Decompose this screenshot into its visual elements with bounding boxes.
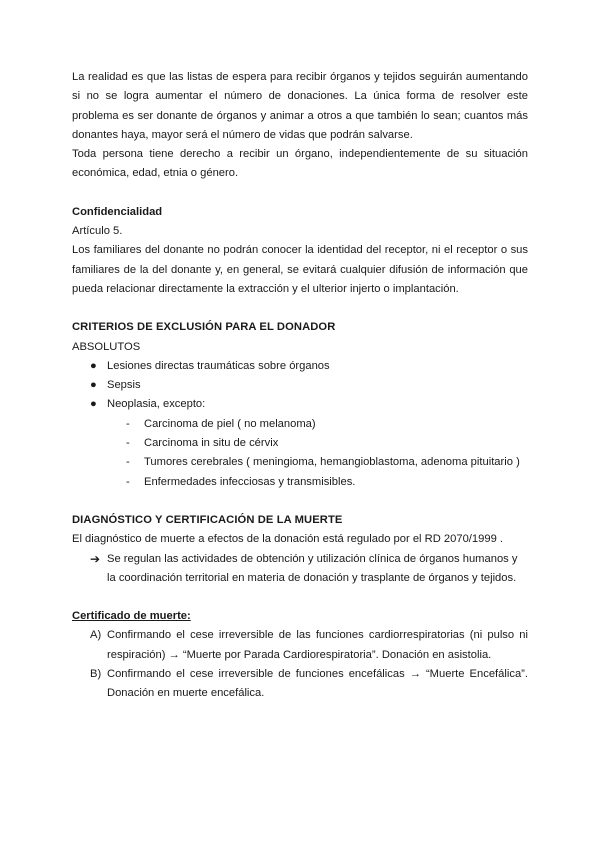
regulation-note-text: Se regulan las actividades de obtención y utilización clínica de órganos humanos y la coordinación territorial en materia de donación y trasplante de órganos y tejidos. (107, 552, 518, 584)
list-item (72, 415, 528, 434)
bullet-icon: ● (90, 379, 97, 392)
diagnostico-heading: DIAGNÓSTICO Y CERTIFICACIÓN DE LA MUERTE (72, 513, 343, 526)
certificado-heading: Certificado de muerte: (72, 610, 191, 623)
dash-icon: - (126, 456, 130, 469)
rights-paragraph: Toda persona tiene derecho a recibir un órgano, independientemente de su situación económica, edad, etnia o género. (72, 148, 528, 180)
item-letter: B) (90, 668, 102, 681)
list-item-text: Carcinoma de piel ( no melanoma) (144, 417, 316, 430)
bullet-icon: ● (90, 359, 97, 372)
dash-icon: - (126, 437, 130, 450)
list-item (72, 473, 528, 492)
document-page (72, 68, 528, 704)
arrow-right-icon: ➔ (90, 551, 101, 566)
list-item-text: Neoplasia, excepto: (107, 398, 206, 411)
confidencialidad-paragraph: Los familiares del donante no podrán conocer la identidad del receptor, ni el receptor o sus familiares de la del donante y, en general, se evitará cualquier difusión de información que pueda relacionar directamente la extracción y el ulterior injerto o implantación. (72, 244, 528, 295)
item-text: Confirmando el cese irreversible de las funciones cardiorrespiratorias (ni pulso ni respiración) → “Muerte por Parada Cardiorespiratoria”. Donación en asistolia. (107, 629, 528, 661)
list-item-text: Sepsis (107, 379, 141, 392)
item-text: Confirmando el cese irreversible de funciones encefálicas → “Muerte Encefálica”. Donación en muerte encefálica. (107, 668, 528, 700)
confidencialidad-heading: Confidencialidad (72, 205, 163, 218)
criterios-heading: CRITERIOS DE EXCLUSIÓN PARA EL DONADOR (72, 321, 336, 334)
intro-paragraph: La realidad es que las listas de espera para recibir órganos y tejidos seguirán aumentando si no se logra aumentar el número de donaciones. La única forma de resolver este problema es ser donante de órganos y animar a otros a que también lo sean; cuantos más donantes haya, mayor será el número de vidas que podrán salvarse. (72, 71, 528, 141)
list-item (72, 453, 528, 472)
list-item (72, 357, 528, 376)
exclusion-list (72, 357, 528, 415)
neoplasia-exceptions-list (72, 415, 528, 492)
list-item-text: Lesiones directas traumáticas sobre órganos (107, 359, 330, 372)
certificado-item-a (72, 626, 528, 665)
list-item (72, 395, 528, 414)
list-item (72, 376, 528, 395)
regulation-note (72, 550, 528, 589)
list-item (72, 434, 528, 453)
article-label: Artículo 5. (72, 225, 123, 238)
list-item-text: Enfermedades infecciosas y transmisibles. (144, 475, 356, 488)
list-item-text: Carcinoma in situ de cérvix (144, 437, 279, 450)
diagnostico-paragraph: El diagnóstico de muerte a efectos de la donación está regulado por el RD 2070/1999 . (72, 533, 504, 546)
certificado-item-b (72, 665, 528, 704)
dash-icon: - (126, 475, 130, 488)
dash-icon: - (126, 417, 130, 430)
bullet-icon: ● (90, 398, 97, 411)
item-letter: A) (90, 629, 102, 642)
list-item-text: Tumores cerebrales ( meningioma, hemangioblastoma, adenoma pituitario ) (144, 456, 520, 469)
absolutos-subheading: ABSOLUTOS (72, 340, 141, 353)
